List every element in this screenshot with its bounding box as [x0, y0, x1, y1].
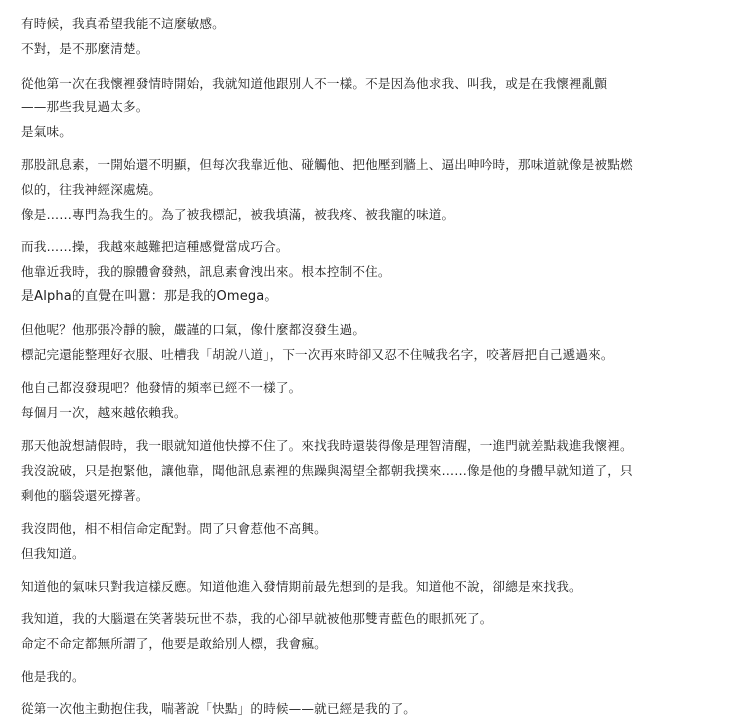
text-line: 從第一次他主動抱住我，喘著說「快點」的時候——就已經是我的了。 [21, 701, 417, 716]
text-line: 那天他說想請假時，我一眼就知道他快撐不住了。來找我時還裝得像是理智清醒，一進門就差點栽進我懷裡。 [21, 438, 633, 453]
text-line: 他自己都沒發現吧？他發情的頻率已經不一樣了。 [21, 380, 302, 395]
text-line: 標記完還能整理好衣服、吐槽我「胡說八道」，下一次再來時卻又忍不住喊我名字，咬著唇把自己遞過來。 [21, 347, 614, 362]
text-line: 那股訊息素，一開始還不明顯，但每次我靠近他、碰觸他、把他壓到牆上、逼出呻吟時，那味道就像是被點燃 [21, 157, 633, 172]
text-line: 是氣味。 [21, 124, 72, 139]
text-line: ——那些我見過太多。 [21, 99, 149, 114]
text-line: 但他呢？他那張冷靜的臉，嚴謹的口氣，像什麼都沒發生過。 [21, 322, 366, 337]
text-line: 像是……專門為我生的。為了被我標記，被我填滿，被我疼、被我寵的味道。 [21, 207, 455, 222]
text-line: 從他第一次在我懷裡發情時開始，我就知道他跟別人不一樣。不是因為他求我、叫我，或是在我懷裡亂顫 [21, 76, 608, 91]
text-line: 他是我的。 [21, 669, 85, 684]
text-line: 剩他的腦袋還死撐著。 [21, 488, 149, 503]
text-line: 而我……操，我越來越難把這種感覺當成巧合。 [21, 239, 289, 254]
text-line: 似的，往我神經深處燒。 [21, 182, 162, 197]
text-line: 每個月一次，越來越依賴我。 [21, 405, 187, 420]
text-line: 但我知道。 [21, 546, 85, 561]
text-line: 命定不命定都無所謂了，他要是敢給別人標，我會瘋。 [21, 636, 327, 651]
text-line: 他靠近我時，我的腺體會發熱，訊息素會洩出來。根本控制不住。 [21, 264, 391, 279]
text-line: 我沒問他，相不相信命定配對。問了只會惹他不高興。 [21, 521, 327, 536]
text-line: 有時候，我真希望我能不這麼敏感。 [21, 16, 225, 31]
text-line: 我沒說破，只是抱緊他，讓他靠，聞他訊息素裡的焦躁與渴望全都朝我撲來……像是他的身體早就知道了，只 [21, 463, 633, 478]
text-line: 是Alpha的直覺在叫囂：那是我的Omega。 [21, 289, 278, 304]
text-line: 知道他的氣味只對我這樣反應。知道他進入發情期前最先想到的是我。知道他不說，卻總是來找我。 [21, 579, 582, 594]
text-line: 不對，是不那麼清楚。 [21, 41, 149, 56]
text-line: 我知道，我的大腦還在笑著裝玩世不恭，我的心卻早就被他那雙青藍色的眼抓死了。 [21, 611, 493, 626]
